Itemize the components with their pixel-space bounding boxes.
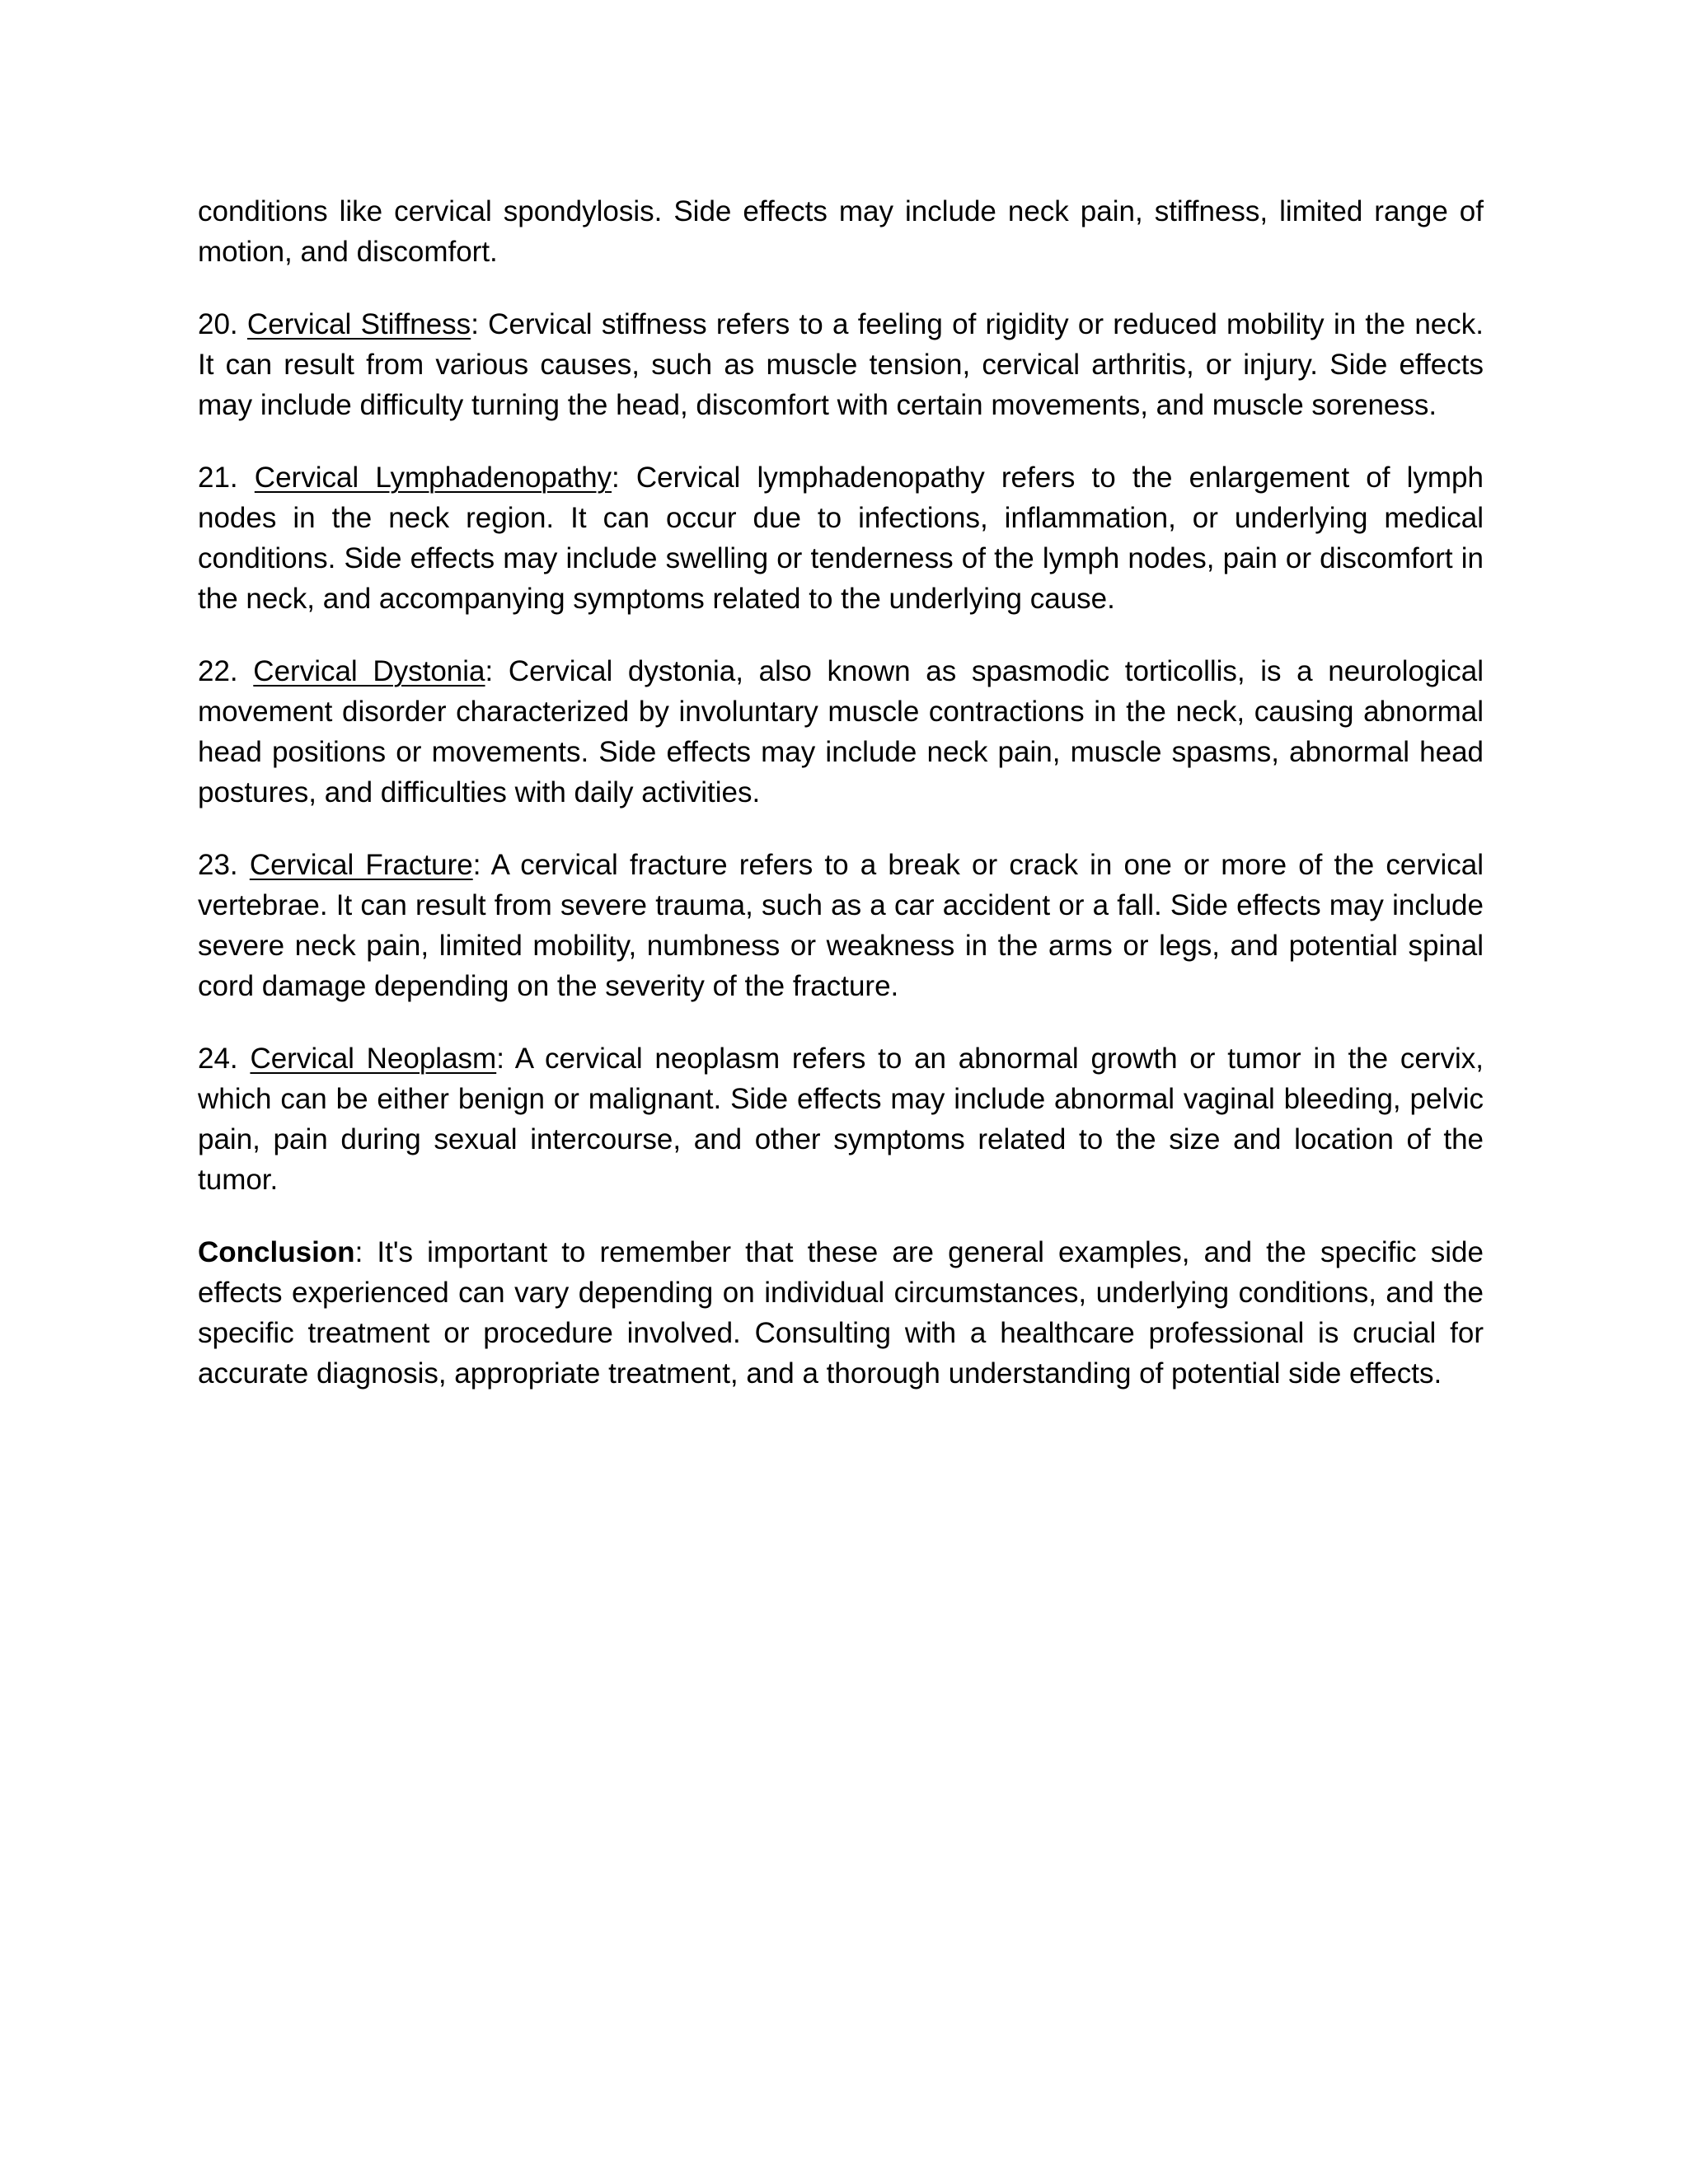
conclusion-heading: Conclusion bbox=[198, 1236, 355, 1268]
item-description: : A cervical neoplasm refers to an abnormal growth or tumor in the cervix, which can be either benign or malignant. Side effects may include abnormal vaginal bleeding, pelvic pain, pain during sexual intercourse, and other symptoms related to the size and location of the tumor. bbox=[198, 1043, 1484, 1196]
item-number: 22. bbox=[198, 655, 238, 687]
conclusion-paragraph bbox=[198, 1232, 1484, 1394]
conclusion-text: : It's important to remember that these are general examples, and the specific side effects experienced can vary depending on individual circumstances, underlying conditions, and the specific treatment or procedure involved. Consulting with a healthcare professional is crucial for accurate diagnosis, appropriate treatment, and a thorough understanding of potential side effects. bbox=[198, 1236, 1484, 1390]
list-item-cervical-fracture bbox=[198, 845, 1484, 1006]
item-number: 23. bbox=[198, 849, 238, 881]
item-number: 20. bbox=[198, 308, 238, 340]
item-description: : Cervical stiffness refers to a feeling of rigidity or reduced mobility in the neck. It can result from various causes, such as muscle tension, cervical arthritis, or injury. Side effects may include difficulty turning the head, discomfort with certain movements, and muscle soreness. bbox=[198, 308, 1484, 421]
list-item-cervical-neoplasm bbox=[198, 1038, 1484, 1200]
item-term: Cervical Stiffness bbox=[246, 308, 471, 340]
item-number: 24. bbox=[198, 1043, 238, 1075]
list-item-cervical-stiffness bbox=[198, 304, 1484, 425]
list-item-cervical-dystonia bbox=[198, 651, 1484, 813]
intro-continuation-paragraph: conditions like cervical spondylosis. Side effects may include neck pain, stiffness, limited range of motion, and discomfort. bbox=[198, 195, 1484, 268]
item-term: Cervical Lymphadenopathy bbox=[254, 462, 612, 494]
item-term: Cervical Fracture bbox=[249, 849, 473, 881]
item-description: : A cervical fracture refers to a break or crack in one or more of the cervical vertebrae. It can result from severe trauma, such as a car accident or a fall. Side effects may include severe neck pain, limited mobility, numbness or weakness in the arms or legs, and potential spinal cord damage depending on the severity of the fracture. bbox=[198, 849, 1484, 1002]
document-body bbox=[198, 191, 1484, 1426]
list-item-cervical-lymphadenopathy bbox=[198, 457, 1484, 619]
item-number: 21. bbox=[198, 462, 238, 494]
item-description: : Cervical dystonia, also known as spasmodic torticollis, is a neurological movement disorder characterized by involuntary muscle contractions in the neck, causing abnormal head positions or movements. Side effects may include neck pain, muscle spasms, abnormal head postures, and difficulties with daily activities. bbox=[198, 655, 1484, 808]
item-term: Cervical Neoplasm bbox=[250, 1043, 497, 1075]
item-term: Cervical Dystonia bbox=[253, 655, 485, 687]
item-description: : Cervical lymphadenopathy refers to the enlargement of lymph nodes in the neck region. It can occur due to infections, inflammation, or underlying medical conditions. Side effects may include swelling or tenderness of the lymph nodes, pain or discomfort in the neck, and accompanying symptoms related to the underlying cause. bbox=[198, 462, 1484, 615]
